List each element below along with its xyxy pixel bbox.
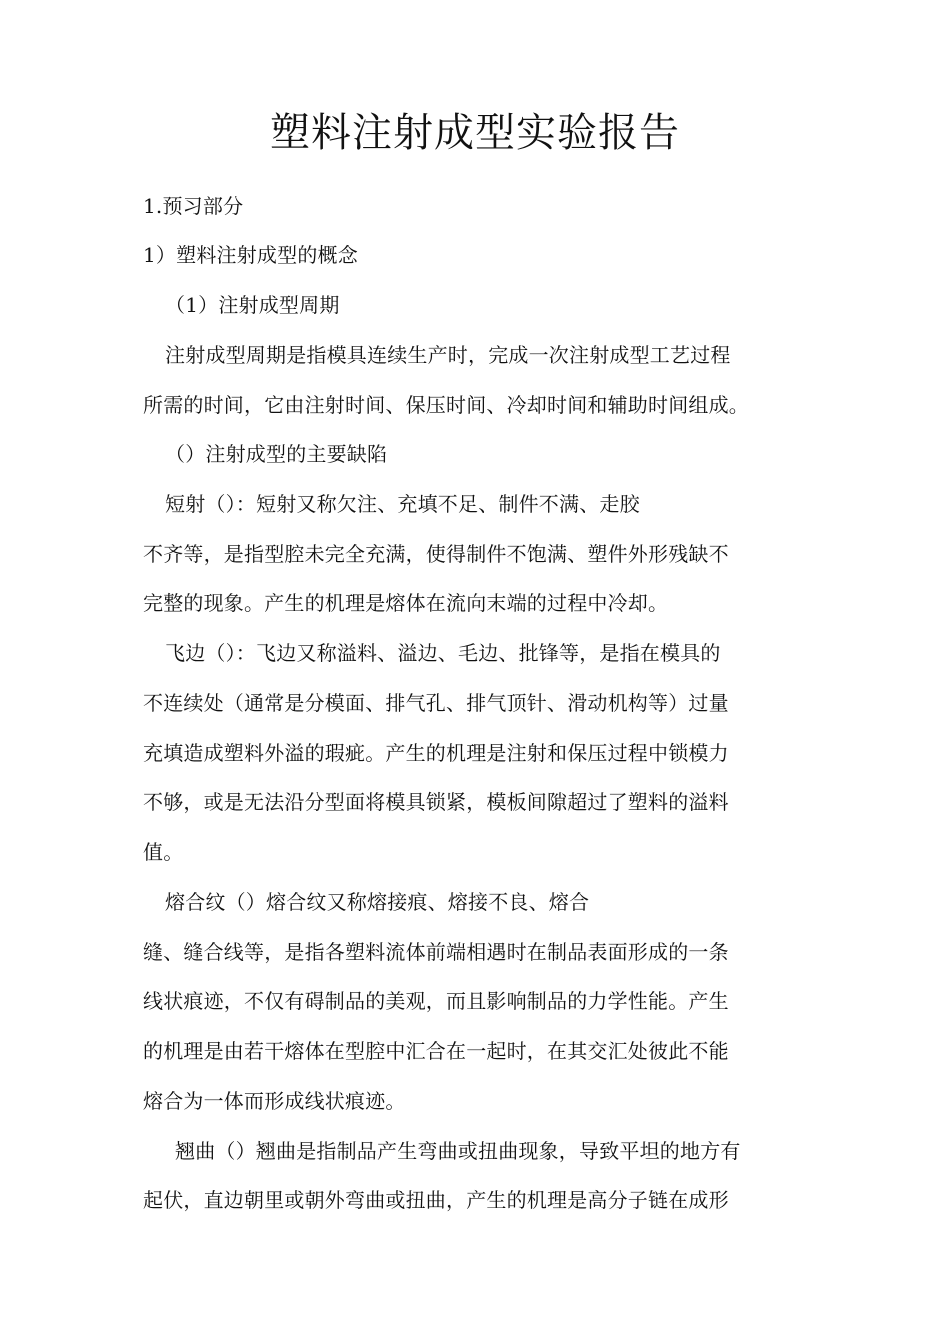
paragraph-line: 翘曲（）翘曲是指制品产生弯曲或扭曲现象，导致平坦的地方有 [175, 1139, 741, 1163]
paragraph-line: 注射成型周期是指模具连续生产时，完成一次注射成型工艺过程 [165, 343, 731, 367]
paragraph-line: 完整的现象。产生的机理是熔体在流向末端的过程中冷却。 [143, 591, 669, 615]
paragraph-line: 熔合纹（）熔合纹又称熔接痕、熔接不良、熔合 [165, 890, 590, 914]
paragraph-line: 飞边（）：飞边又称溢料、溢边、毛边、批锋等，是指在模具的 [165, 641, 721, 665]
paragraph-line: 的机理是由若干熔体在型腔中汇合在一起时，在其交汇处彼此不能 [143, 1039, 729, 1063]
paragraph-line: 充填造成塑料外溢的瑕疵。产生的机理是注射和保压过程中锁模力 [143, 741, 729, 765]
paragraph-line: 不连续处（通常是分模面、排气孔、排气顶针、滑动机构等）过量 [143, 691, 729, 715]
paragraph-line: 线状痕迹，不仅有碍制品的美观，而且影响制品的力学性能。产生 [143, 989, 729, 1013]
paragraph-line: 短射（）：短射又称欠注、充填不足、制件不满、走胶 [165, 492, 640, 516]
paragraph-line: 值。 [143, 840, 184, 864]
paragraph-line: 不齐等，是指型腔未完全充满，使得制件不饱满、塑件外形残缺不 [143, 542, 729, 566]
section-heading: 1.预习部分 [143, 194, 244, 218]
paragraph-line: 不够，或是无法沿分型面将模具锁紧，模板间隙超过了塑料的溢料 [143, 790, 729, 814]
document-title: 塑料注射成型实验报告 [270, 110, 680, 156]
paragraph-line: 熔合为一体而形成线状痕迹。 [143, 1089, 406, 1113]
paragraph-line: 起伏，直边朝里或朝外弯曲或扭曲，产生的机理是高分子链在成形 [143, 1188, 729, 1212]
item-heading: （）注射成型的主要缺陷 [165, 442, 388, 466]
paragraph-line: 缝、缝合线等，是指各塑料流体前端相遇时在制品表面形成的一条 [143, 940, 729, 964]
paragraph-line: 所需的时间，它由注射时间、保压时间、冷却时间和辅助时间组成。 [143, 393, 749, 417]
item-heading: （1）注射成型周期 [165, 293, 340, 317]
subsection-heading: 1）塑料注射成型的概念 [143, 243, 358, 267]
